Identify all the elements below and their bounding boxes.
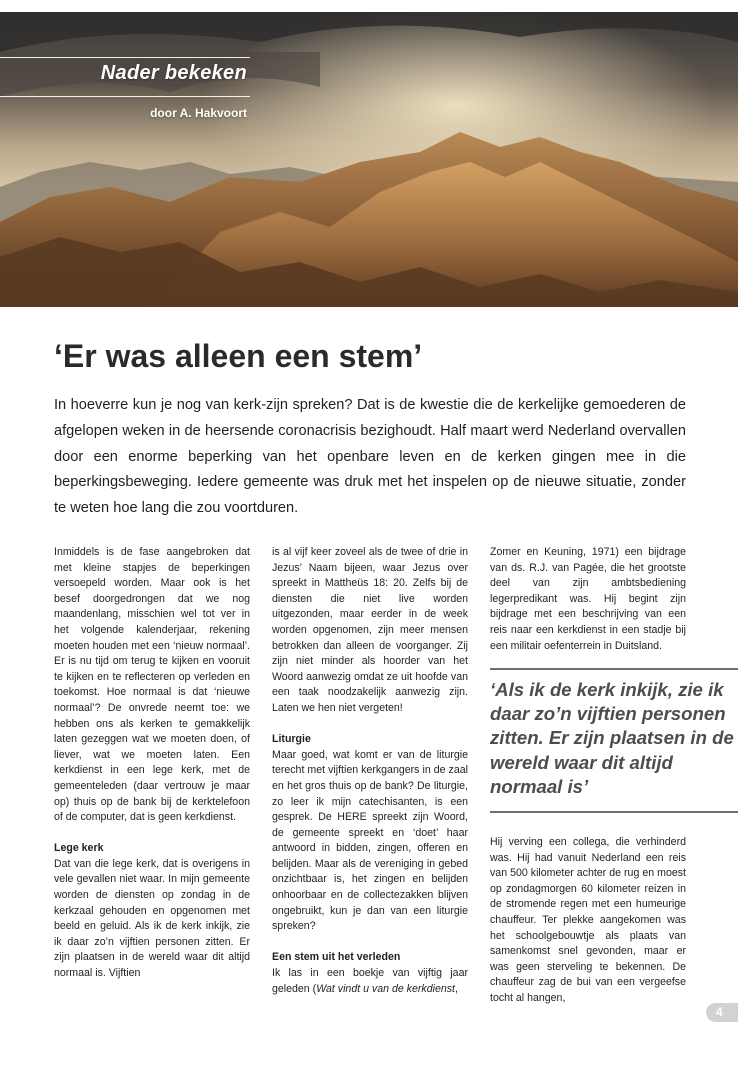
page-number: 4 (706, 1003, 738, 1022)
column-1 (54, 545, 250, 982)
paragraph: Dat van die lege kerk, dat is overigens in vele gevallen niet waar. In mijn gemeente worden de diensten op zondag in de kerkzaal gehouden en opgenomen met beeld en geluid. Als ik de kerk inkijk, zie ik daar zo’n vijftien personen zitten. Er zijn plaatsen in de wereld waar dit altijd normaal is. Vijftien (54, 857, 250, 980)
paragraph: is al vijf keer zoveel als de twee of drie in Jezus’ Naam bijeen, waar Jezus over spreekt in Mattheüs 18: 20. Zelfs bij de diensten die niet live worden uitgezonden, maar eerder in de week worden opgenomen, zijn meer mensen betrokken dan alleen de voorganger. Zij zijn niet minder als hoorder van het Woord aanwezig omdat ze uit hoofde van een taak noodzakelijk aanwezig zijn. Laten we hen niet vergeten! (272, 546, 468, 714)
article-title: ‘Er was alleen een stem’ (54, 338, 423, 374)
subheading-een-stem: Een stem uit het verleden (272, 951, 401, 964)
column-2 (272, 545, 468, 997)
book-title: Wat vindt u van de kerkdienst (316, 982, 455, 995)
column-3 (490, 545, 686, 654)
kicker-rule-top (0, 57, 250, 58)
paragraph (272, 966, 468, 997)
paragraph: Inmiddels is de fase aangebroken dat met kleine stapjes de beperkingen versoepeld worden. Maar ook is het besef doorgedrongen dat we nog maandenlang, misschien wel tot ver in het volgende kalenderjaar, rekening moeten houden met een ‘nieuw normaal’. Er is nu tijd om terug te kijken en vooruit te kijken en te reflecteren op verleden en toekomst. Hoe normaal is dat ‘nieuwe normaal’? De onvrede neemt toe: we hebben ons als kerken te gemakkelijk laten gezeggen wat we moeten doen, of liever, wat we moeten laten. Een kerkdienst in een lege kerk, met de gemeenteleden (daar vertrouw je maar op) thuis op de bank bij de kerktelefoon of de computer, dat is geen kerkdienst. (54, 546, 250, 824)
quote-rule-top (490, 668, 738, 670)
column-3-continued (490, 835, 686, 1007)
paragraph: Maar goed, wat komt er van de liturgie terecht met vijftien kerkgangers in de zaal en het gros thuis op de bank? De liturgie, zo leer ik mijn catechisanten, is een gesprek. De HERE spreekt zijn Woord, de gemeente spreekt en ‘doet’ haar antwoord in bidden, zingen, offeren en belijden. Maar als de vereniging in gebed onzichtbaar is, het zingen en belijden onhoorbaar en de collectezakken blijven ongebruikt, kun je dan van een liturgie spreken? (272, 748, 468, 933)
paragraph-text: , (454, 982, 458, 995)
subheading-liturgie: Liturgie (272, 733, 311, 746)
subheading-lege-kerk: Lege kerk (54, 842, 104, 855)
kicker-rule-bottom (0, 96, 250, 97)
quote-rule-bottom (490, 811, 738, 813)
article-lead: In hoeverre kun je nog van kerk-zijn spreken? Dat is de kwestie die de kerkelijke gemoederen de afgelopen weken in de heersende coronacrisis bezighoudt. Half maart werd Nederland overvallen door een enorme beperking van het openbare leven en de kerken gingen mee in die beperkingsbeweging. Iedere gemeente was druk met het inspelen op de nieuwe situatie, zonder te weten hoe lang die zou voortduren. (54, 397, 686, 517)
author-byline: door A. Hakvoort (150, 106, 247, 120)
pull-quote: ‘Als ik de kerk inkijk, zie ik daar zo’n vijftien personen zitten. Er zijn plaatsen in de wereld waar dit altijd normaal is’ (490, 679, 734, 797)
paragraph: Zomer en Keuning, 1971) een bijdrage van ds. R.J. van Pagée, die het grootste deel van zijn ambtsbediening legerpredikant was. Hij begint zijn bijdrage met een beschrijving van een reis naar een kerkdienst in een stadje bij een militair oefenterrein in Duitsland. (490, 546, 686, 652)
paragraph: Hij verving een collega, die verhinderd was. Hij had vanuit Nederland een reis van 500 kilometer achter de rug en moest op zondagmorgen 60 kilometer reizen in de stromende regen met een humeurige chauffeur. Ter plekke aangekomen was het schoolgebouwtje als plaats van samenkomst snel gevonden, maar er was geen sterveling te bekennen. De chauffeur zag de bui van een vergeefse tocht al hangen, (490, 836, 686, 1004)
section-kicker: Nader bekeken (100, 62, 247, 84)
paragraph-text: Ik las in een boekje van vijftig jaar geleden ( (272, 967, 468, 995)
